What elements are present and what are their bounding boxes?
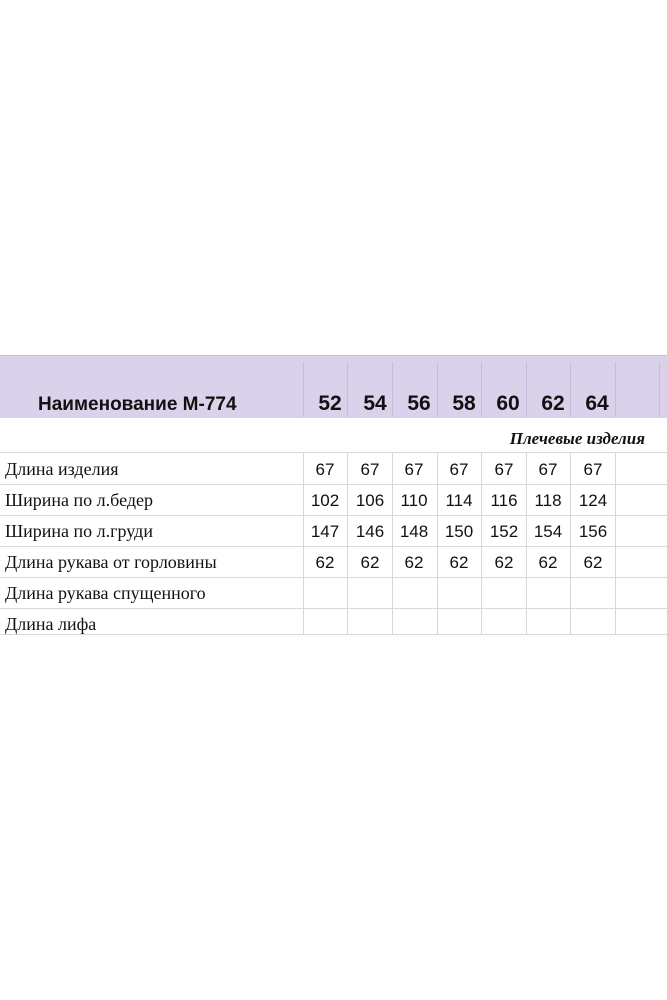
- measurement-label: Длина рукава спущенного: [5, 583, 206, 603]
- table-cell: 147: [310, 522, 340, 541]
- measurement-label: Длина изделия: [5, 459, 119, 479]
- size-column-header: 58: [452, 392, 476, 415]
- table-header: [0, 355, 667, 418]
- size-chart-table: [0, 355, 667, 645]
- table-cell: 106: [355, 491, 385, 510]
- table-cell: 110: [400, 491, 428, 510]
- row-border: [0, 452, 667, 453]
- header-divider: [659, 362, 660, 418]
- table-row: [0, 609, 667, 640]
- measurement-label: Ширина по л.бедер: [5, 490, 153, 510]
- size-column-header: 52: [318, 392, 342, 415]
- table-cell: 152: [489, 522, 519, 541]
- size-column-header: 62: [541, 392, 565, 415]
- table-cell: 62: [315, 553, 335, 572]
- row-border: [0, 634, 667, 635]
- table-cell: 67: [449, 460, 469, 479]
- table-cell: 62: [494, 553, 514, 572]
- table-cell: 116: [490, 491, 518, 510]
- measurement-label: Длина лифа: [5, 614, 97, 634]
- table-cell: 148: [399, 522, 429, 541]
- table-cell: 67: [494, 460, 514, 479]
- section-subtitle: Плечевые изделия: [509, 429, 645, 448]
- table-cell: 67: [315, 460, 335, 479]
- size-column-header: 64: [585, 392, 609, 415]
- table-cell: 146: [355, 522, 385, 541]
- table-row: [0, 454, 667, 485]
- table-cell: 62: [449, 553, 469, 572]
- table-cell: 156: [578, 522, 608, 541]
- table-cell: 62: [404, 553, 424, 572]
- table-cell: 62: [538, 553, 558, 572]
- table-cell: 118: [534, 491, 562, 510]
- table-row: [0, 578, 667, 609]
- size-column-header: 60: [496, 392, 520, 415]
- table-cell: 67: [583, 460, 603, 479]
- table-row: [0, 547, 667, 578]
- size-column-header: 54: [363, 392, 387, 415]
- table-row: [0, 485, 667, 516]
- table-cell: 67: [360, 460, 380, 479]
- table-cell: 67: [538, 460, 558, 479]
- table-cell: 62: [360, 553, 380, 572]
- table-cell: 114: [445, 491, 473, 510]
- table-cell: 102: [310, 491, 340, 510]
- header-bottom-border: [0, 417, 667, 418]
- table-cell: 154: [533, 522, 563, 541]
- header-divider: [303, 362, 304, 418]
- table-cell: 67: [404, 460, 424, 479]
- table-row: [0, 516, 667, 547]
- table-cell: 150: [444, 522, 474, 541]
- measurement-label: Длина рукава от горловины: [5, 552, 217, 572]
- table-cell: 62: [583, 553, 603, 572]
- product-name-header: Наименование М-774: [38, 394, 237, 415]
- table-cell: 124: [578, 491, 608, 510]
- measurement-label: Ширина по л.груди: [5, 521, 153, 541]
- size-column-header: 56: [407, 392, 431, 415]
